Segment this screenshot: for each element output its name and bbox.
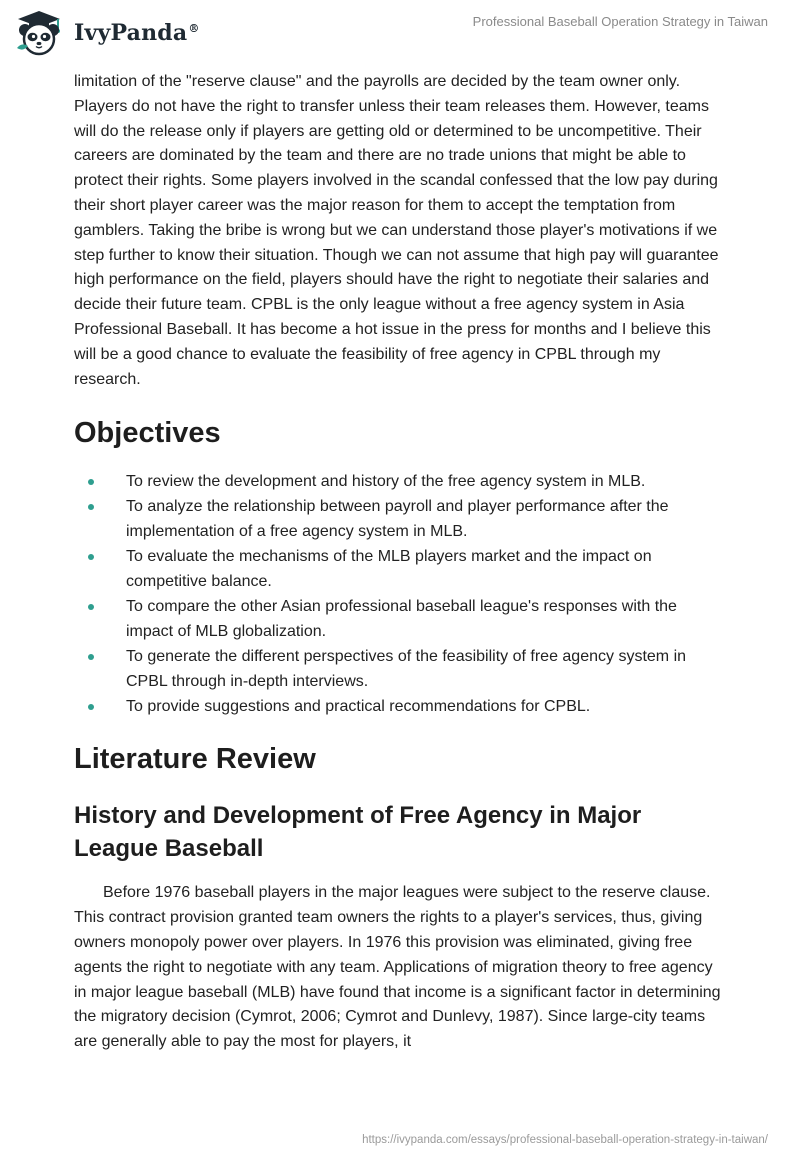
- list-item: To review the development and history of the free agency system in MLB.: [74, 469, 728, 494]
- history-subheading: History and Development of Free Agency in Major League Baseball: [74, 802, 642, 863]
- document-title: Professional Baseball Operation Strategy in Taiwan: [472, 14, 768, 29]
- bullet-dot-icon: [88, 604, 94, 610]
- brand-name: IvyPanda®: [74, 20, 200, 46]
- literature-review-heading: Literature Review: [74, 743, 316, 776]
- intro-paragraph: limitation of the "reserve clause" and the payrolls are decided by the team owner only. Players do not have the right to transfer unless their team releases them. However, teams will do the release only if players are getting old or determined to be uncompetitive. Their careers are dominated by the team and there are no trade unions that might be able to protect their rights. Some players involved in the scandal confessed that the low pay during their short player career was the major reason for them to accept the temptation from gamblers. Taking the bribe is wrong but we can understand those player's motivations if we step further to know their situation. Though we can not assume that high pay will guarantee high performance on the field, players should have the right to negotiate their salaries and decide their future team. CPBL is the only league without a free agency system in Asia Professional Baseball. It has become a hot issue in the press for months and I believe this will be a good chance to evaluate the feasibility of free agency in CPBL through my research.: [74, 73, 719, 388]
- list-item: To compare the other Asian professional baseball league's responses with the impact of MLB globalization.: [74, 594, 728, 644]
- bullet-dot-icon: [88, 554, 94, 560]
- list-item: To evaluate the mechanisms of the MLB players market and the impact on competitive balance.: [74, 544, 728, 594]
- objectives-list: [74, 469, 728, 719]
- registered-mark: ®: [188, 21, 200, 35]
- bullet-dot-icon: [88, 504, 94, 510]
- list-item: To generate the different perspectives of the feasibility of free agency system in CPBL through in-depth interviews.: [74, 644, 728, 694]
- essay-content: [74, 70, 728, 1055]
- panda-graduate-icon: [14, 8, 64, 58]
- bullet-dot-icon: [88, 479, 94, 485]
- ivypanda-logo[interactable]: [14, 8, 200, 58]
- bullet-dot-icon: [88, 654, 94, 660]
- source-url[interactable]: https://ivypanda.com/essays/professional-baseball-operation-strategy-in-taiwan/: [362, 1134, 768, 1146]
- bullet-dot-icon: [88, 704, 94, 710]
- page-header: [0, 0, 800, 66]
- list-item: To analyze the relationship between payroll and player performance after the implementation of a free agency system in MLB.: [74, 494, 728, 544]
- history-paragraph: Before 1976 baseball players in the major leagues were subject to the reserve clause. This contract provision granted team owners the rights to a player's services, thus, giving owners monopoly power over players. In 1976 this provision was eliminated, giving free agents the right to negotiate with any team. Applications of migration theory to free agency in major league baseball (MLB) have found that income is a significant factor in determining the migratory decision (Cymrot, 2006; Cymrot and Dunlevy, 1987). Since large-city teams are generally able to pay the most for players, it: [74, 884, 721, 1051]
- list-item: To provide suggestions and practical recommendations for CPBL.: [74, 694, 728, 719]
- objectives-heading: Objectives: [74, 417, 221, 450]
